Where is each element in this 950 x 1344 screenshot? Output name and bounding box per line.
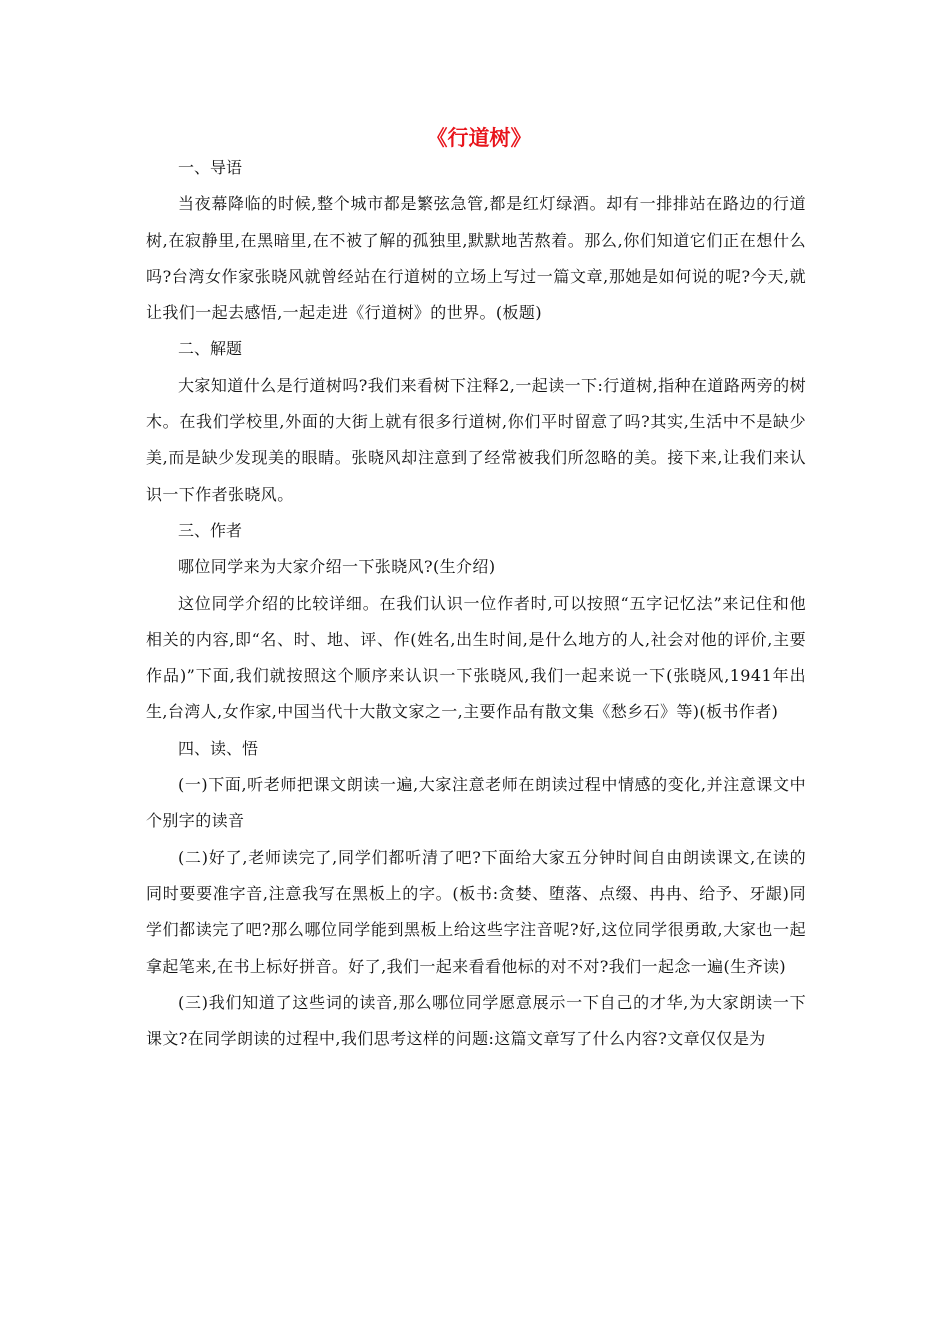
section-heading-title-explanation: 二、解题 — [178, 339, 243, 359]
paragraph-author-intro: 这位同学介绍的比较详细。在我们认识一位作者时,可以按照“五字记忆法”来记住和他相关的内容,即“名、时、地、评、作(姓名,出生时间,是什么地方的人,社会对他的评价,主要作品)”下面,我们就按照这个顺序来认识一下张晓风,我们一起来说一下(张晓风,1941年出生,台湾人,女作家,中国当代十大散文家之一,主要作品有散文集《愁乡石》等)(板书作者) — [146, 593, 806, 722]
section-heading-reading: 四、读、悟 — [178, 738, 259, 758]
paragraph-intro: 当夜幕降临的时候,整个城市都是繁弦急管,都是红灯绿酒。却有一排排站在路边的行道树,在寂静里,在黑暗里,在不被了解的孤独里,默默地苦熬着。那么,你们知道它们正在想什么吗?台湾女作家张晓风就曾经站在行道树的立场上写过一篇文章,那她是如何说的呢?今天,就让我们一起去感悟,一起走进《行道树》的世界。(板题) — [146, 194, 806, 323]
document-page — [146, 118, 806, 1057]
paragraph-reading-3: (三)我们知道了这些词的读音,那么哪位同学愿意展示一下自己的才华,为大家朗读一下课文?在同学朗读的过程中,我们思考这样的问题:这篇文章写了什么内容?文章仅仅是为 — [146, 992, 806, 1049]
paragraph-reading-1: (一)下面,听老师把课文朗读一遍,大家注意老师在朗读过程中情感的变化,并注意课文中个别字的读音 — [146, 775, 806, 831]
section-heading-intro: 一、导语 — [178, 158, 243, 177]
paragraph-author-question: 哪位同学来为大家介绍一下张晓风?(生介绍) — [178, 557, 496, 577]
paragraph-reading-2: (二)好了,老师读完了,同学们都听清了吧?下面给大家五分钟时间自由朗读课文,在读的同时要要准字音,注意我写在黑板上的字。(板书:贪婪、堕落、点缀、冉冉、给予、牙龈)同学们都读完了吧?那么哪位同学能到黑板上给这些字注音呢?好,这位同学很勇敢,大家也一起拿起笔来,在书上标好拼音。好了,我们一起来看看他标的对不对?我们一起念一遍(生齐读) — [146, 847, 806, 976]
paragraph-title-explanation: 大家知道什么是行道树吗?我们来看树下注释2,一起读一下:行道树,指种在道路两旁的树木。在我们学校里,外面的大街上就有很多行道树,你们平时留意了吗?其实,生活中不是缺少美,而是缺少发现美的眼睛。张晓风却注意到了经常被我们所忽略的美。接下来,让我们来认识一下作者张晓风。 — [146, 375, 806, 504]
document-title: 《行道树》 — [426, 125, 532, 150]
section-heading-author: 三、作者 — [178, 520, 243, 540]
